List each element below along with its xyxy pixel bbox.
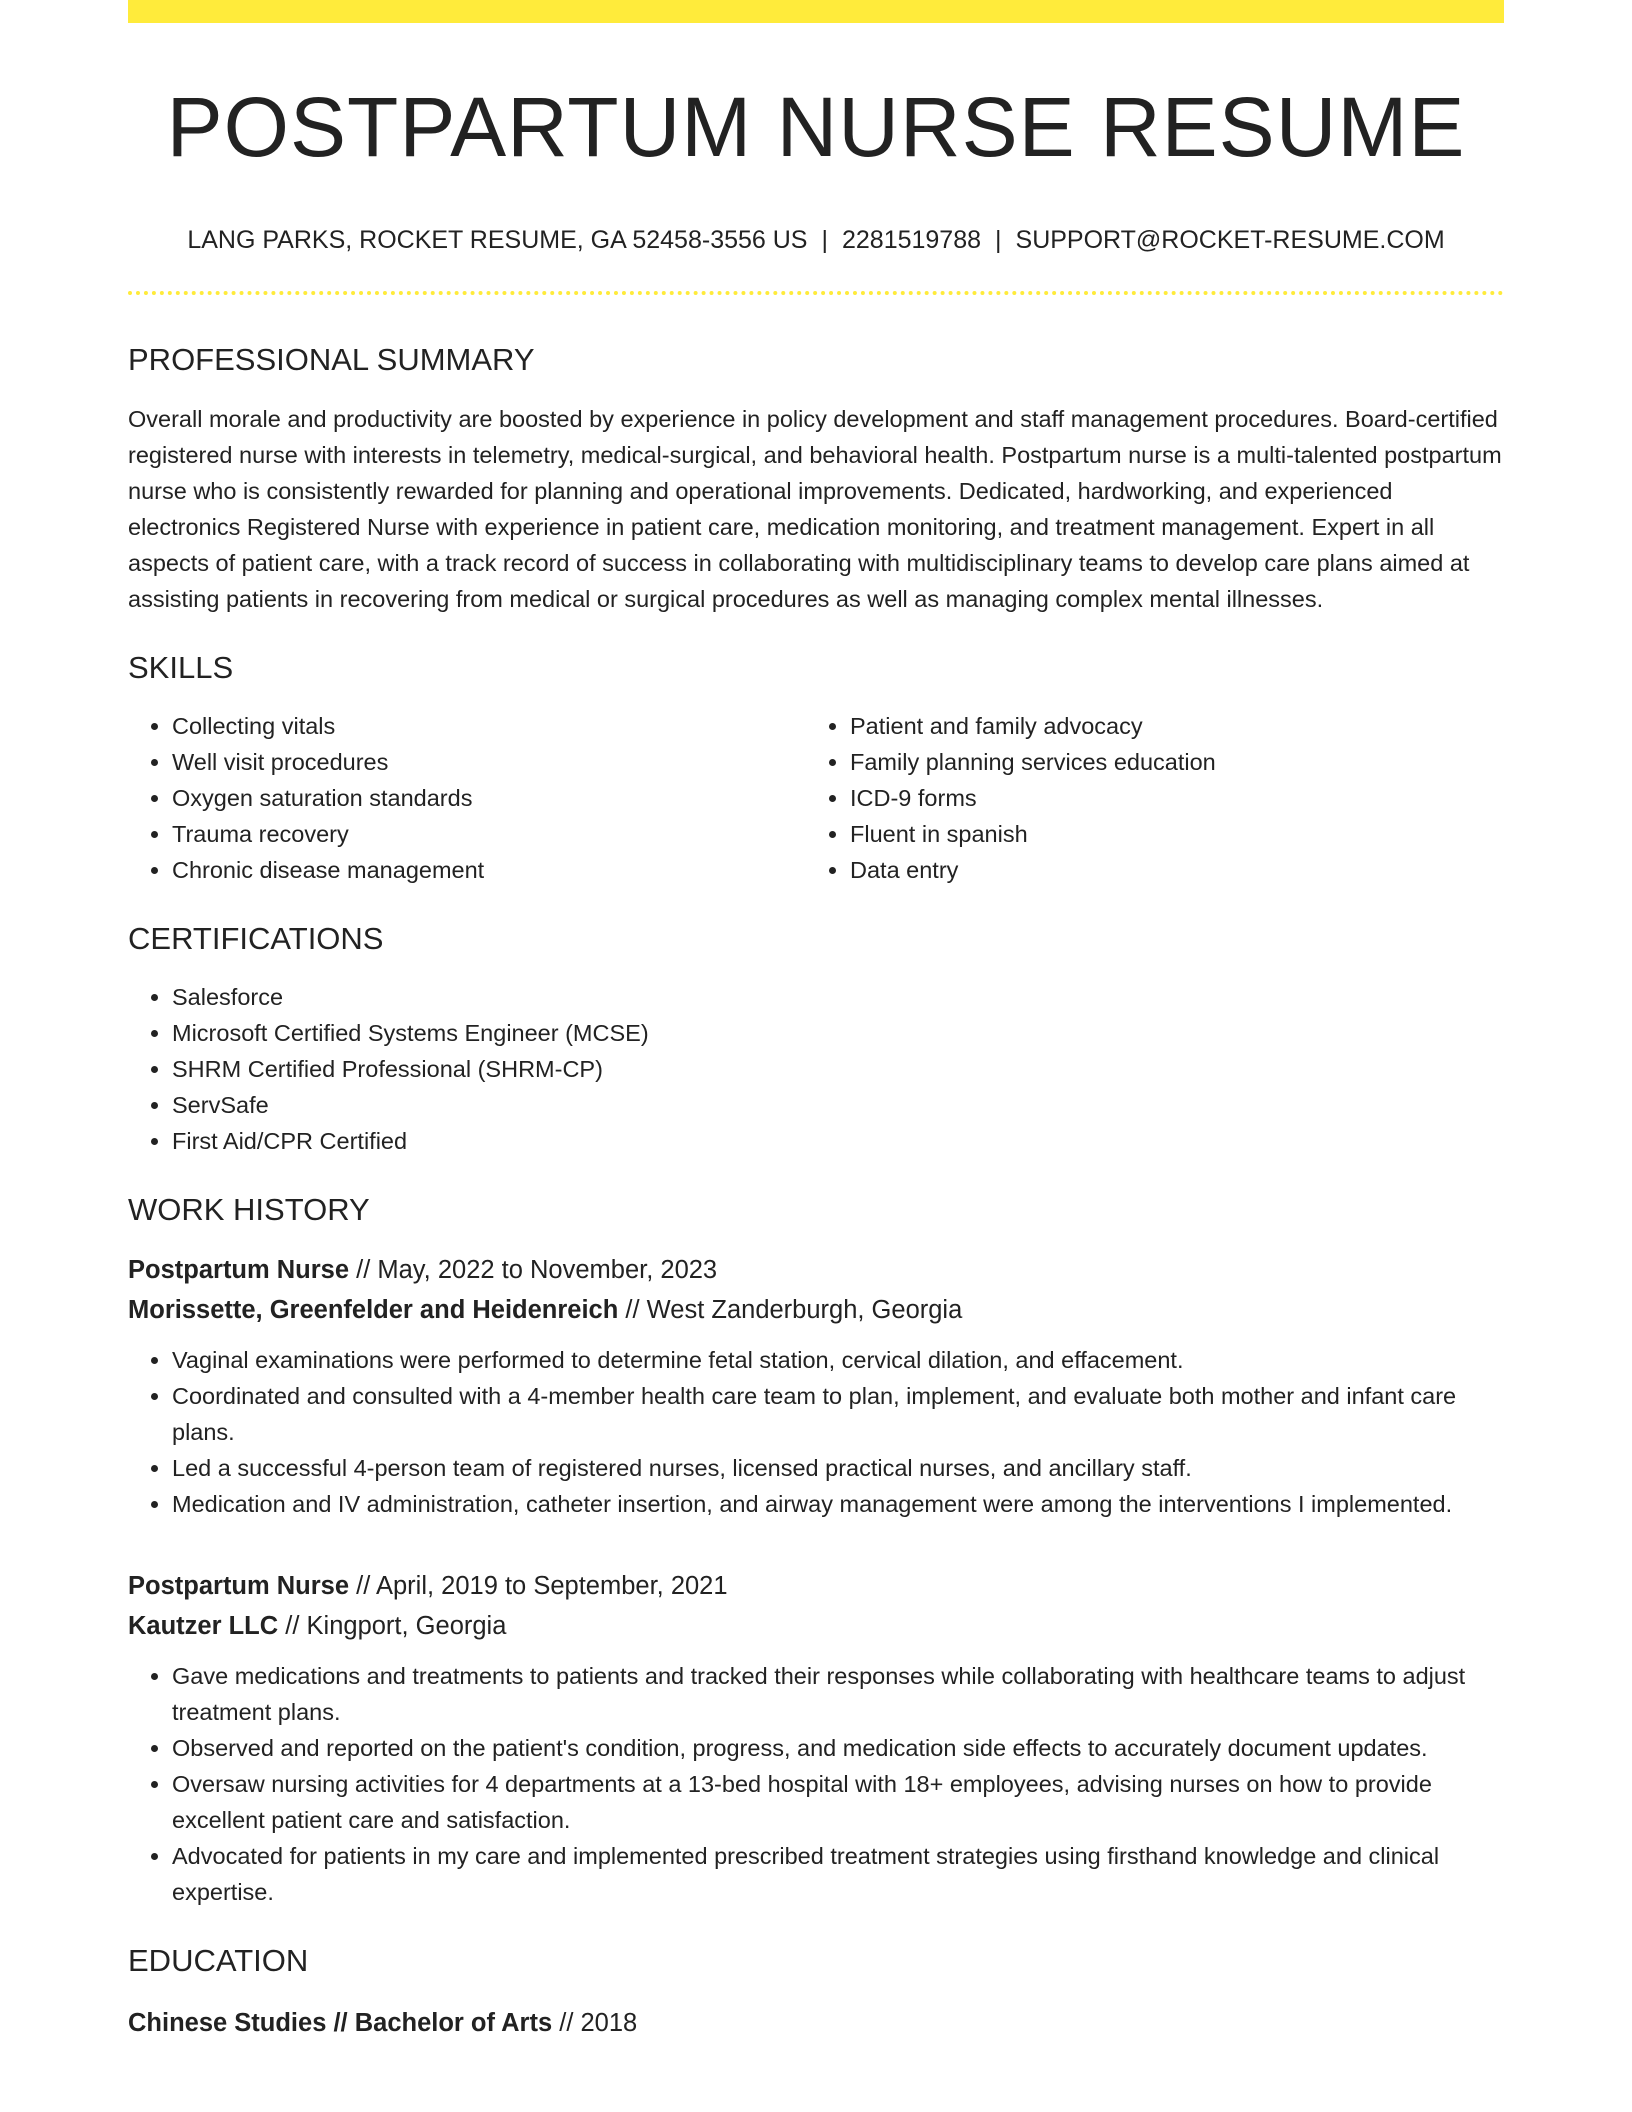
work-history-heading: WORK HISTORY — [128, 1191, 370, 1227]
list-item: • Well visit procedures — [172, 744, 806, 780]
job-dates: // May, 2022 to November, 2023 — [349, 1256, 718, 1285]
job-location: // West Zanderburgh, Georgia — [618, 1296, 963, 1325]
list-item: • Data entry — [850, 852, 1484, 888]
list-item: • Vaginal examinations were performed to determine fetal station, cervical dilation, and effacement. — [172, 1342, 1504, 1378]
list-item: • Collecting vitals — [172, 708, 806, 744]
list-item: • ICD-9 forms — [850, 780, 1484, 816]
list-item: • Patient and family advocacy — [850, 708, 1484, 744]
list-item: • Led a successful 4-person team of registered nurses, licensed practical nurses, and ancillary staff. — [172, 1450, 1504, 1486]
work-history-section — [128, 1191, 1504, 1910]
job-duties-list — [128, 1342, 1504, 1522]
list-item: • Coordinated and consulted with a 4-member health care team to plan, implement, and evaluate both mother and infant care plans. — [172, 1378, 1504, 1450]
job-company: Morissette, Greenfelder and Heidenreich — [128, 1296, 619, 1325]
skills-list-left — [128, 708, 806, 888]
skills-grid — [128, 708, 1504, 888]
summary-text: Overall morale and productivity are boosted by experience in policy development and staff management procedures. Board-certified registered nurse with interests in telemetry, medical-surgical, and behavioral health. Postpartum nurse is a multi-talented postpartum nurse who is consistently rewarded for planning and operational improvements. Dedicated, hardworking, and experienced electronics Registered Nurse with experience in patient care, medication monitoring, and treatment management. Expert in all aspects of patient care, with a track record of success in collaborating with multidisciplinary teams to develop care plans aimed at assisting patients in recovering from medical or surgical procedures as well as managing complex mental illnesses. — [128, 405, 1502, 612]
job-role: Postpartum Nurse — [128, 1256, 350, 1285]
list-item: • Microsoft Certified Systems Engineer (MCSE) — [172, 1015, 1504, 1051]
list-item: • Medication and IV administration, catheter insertion, and airway management were among the interventions I implemented. — [172, 1486, 1504, 1522]
education-year: // 2018 — [552, 2009, 638, 2038]
certifications-list — [128, 979, 1504, 1159]
skills-heading: SKILLS — [128, 649, 234, 685]
top-accent-bar — [128, 0, 1504, 23]
job-title-line — [128, 1566, 1504, 1606]
contact-phone: 2281519788 — [841, 226, 982, 255]
education-section — [128, 1942, 1504, 2043]
list-item: • Chronic disease management — [172, 852, 806, 888]
skills-section — [128, 649, 1504, 888]
resume-page — [128, 0, 1504, 2043]
skills-list-right — [806, 708, 1484, 888]
list-item: • Advocated for patients in my care and implemented prescribed treatment strategies using firsthand knowledge and clinical expertise. — [172, 1838, 1504, 1910]
education-degree: Chinese Studies // Bachelor of Arts — [128, 2009, 553, 2038]
summary-heading: PROFESSIONAL SUMMARY — [128, 342, 535, 378]
job-entry — [128, 1250, 1504, 1522]
certifications-heading: CERTIFICATIONS — [128, 920, 384, 956]
list-item: • Oxygen saturation standards — [172, 780, 806, 816]
list-item: • Gave medications and treatments to patients and tracked their responses while collaborating with healthcare teams to adjust treatment plans. — [172, 1658, 1504, 1730]
job-title-line — [128, 1250, 1504, 1290]
dotted-divider — [128, 291, 1504, 295]
job-entry — [128, 1566, 1504, 1910]
list-item: • ServSafe — [172, 1087, 1504, 1123]
list-item: • First Aid/CPR Certified — [172, 1123, 1504, 1159]
education-heading: EDUCATION — [128, 1943, 309, 1979]
list-item: • Trauma recovery — [172, 816, 806, 852]
contact-line — [128, 225, 1504, 255]
list-item: • Salesforce — [172, 979, 1504, 1015]
job-location: // Kingport, Georgia — [278, 1612, 507, 1641]
education-entry — [128, 2003, 1504, 2043]
contact-address: LANG PARKS, ROCKET RESUME, GA 52458-3556 US — [187, 226, 808, 255]
job-company: Kautzer LLC — [128, 1612, 279, 1641]
list-item: • Family planning services education — [850, 744, 1484, 780]
professional-summary-section — [128, 341, 1504, 616]
page-title: POSTPARTUM NURSE RESUME — [166, 80, 1466, 174]
contact-separator: | — [821, 226, 828, 255]
job-company-line — [128, 1290, 1504, 1330]
certifications-section — [128, 920, 1504, 1159]
job-role: Postpartum Nurse — [128, 1572, 350, 1601]
list-item: • Observed and reported on the patient's condition, progress, and medication side effects to accurately document updates. — [172, 1730, 1504, 1766]
list-item: • SHRM Certified Professional (SHRM-CP) — [172, 1051, 1504, 1087]
contact-email: SUPPORT@ROCKET-RESUME.COM — [1015, 226, 1445, 255]
list-item: • Fluent in spanish — [850, 816, 1484, 852]
contact-separator: | — [995, 226, 1002, 255]
job-duties-list — [128, 1658, 1504, 1910]
job-company-line — [128, 1606, 1504, 1646]
job-dates: // April, 2019 to September, 2021 — [349, 1572, 728, 1601]
list-item: • Oversaw nursing activities for 4 departments at a 13-bed hospital with 18+ employees, advising nurses on how to provide excellent patient care and satisfaction. — [172, 1766, 1504, 1838]
